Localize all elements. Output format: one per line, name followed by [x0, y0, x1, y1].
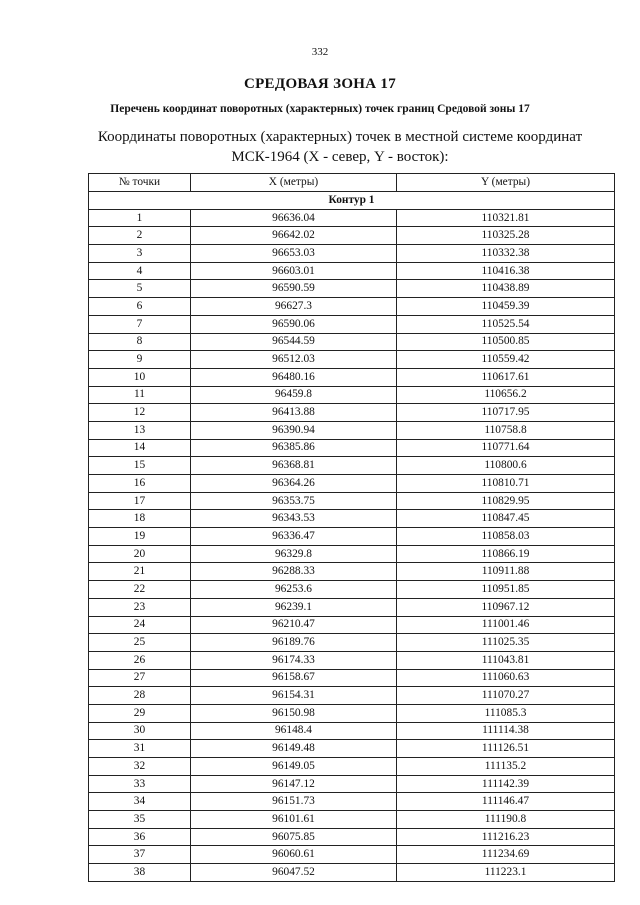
x-coordinate-cell: 96512.03	[191, 351, 397, 369]
table-row	[89, 457, 615, 475]
x-coordinate-cell: 96210.47	[191, 616, 397, 634]
table-row	[89, 598, 615, 616]
x-coordinate-cell: 96158.67	[191, 669, 397, 687]
x-coordinate-cell: 96148.4	[191, 722, 397, 740]
table-row	[89, 245, 615, 263]
point-number-cell: 29	[89, 704, 191, 722]
header-point-number: № точки	[89, 174, 191, 192]
table-row	[89, 528, 615, 546]
point-number-cell: 15	[89, 457, 191, 475]
x-coordinate-cell: 96368.81	[191, 457, 397, 475]
table-row	[89, 298, 615, 316]
y-coordinate-cell: 111190.8	[397, 811, 615, 829]
point-number-cell: 22	[89, 581, 191, 599]
point-number-cell: 18	[89, 510, 191, 528]
x-coordinate-cell: 96413.88	[191, 404, 397, 422]
table-row	[89, 634, 615, 652]
y-coordinate-cell: 111085.3	[397, 704, 615, 722]
y-coordinate-cell: 111223.1	[397, 864, 615, 882]
x-coordinate-cell: 96642.02	[191, 227, 397, 245]
y-coordinate-cell: 110656.2	[397, 386, 615, 404]
x-coordinate-cell: 96590.06	[191, 315, 397, 333]
x-coordinate-cell: 96336.47	[191, 528, 397, 546]
coordinate-caption-line2: МСК-1964 (X - север, Y - восток):	[231, 149, 449, 165]
x-coordinate-cell: 96147.12	[191, 775, 397, 793]
x-coordinate-cell: 96151.73	[191, 793, 397, 811]
table-row	[89, 864, 615, 882]
point-number-cell: 19	[89, 528, 191, 546]
table-row	[89, 209, 615, 227]
table-row	[89, 510, 615, 528]
y-coordinate-cell: 111060.63	[397, 669, 615, 687]
y-coordinate-cell: 110617.61	[397, 368, 615, 386]
zone-title: СРЕДОВАЯ ЗОНА 17	[243, 76, 397, 92]
point-number-cell: 35	[89, 811, 191, 829]
table-row	[89, 811, 615, 829]
point-number-cell: 38	[89, 864, 191, 882]
x-coordinate-cell: 96149.05	[191, 758, 397, 776]
point-number-cell: 9	[89, 351, 191, 369]
point-number-cell: 23	[89, 598, 191, 616]
x-coordinate-cell: 96544.59	[191, 333, 397, 351]
y-coordinate-cell: 110559.42	[397, 351, 615, 369]
point-number-cell: 20	[89, 545, 191, 563]
y-coordinate-cell: 111070.27	[397, 687, 615, 705]
y-coordinate-cell: 110438.89	[397, 280, 615, 298]
page-number: 332	[311, 46, 329, 58]
x-coordinate-cell: 96101.61	[191, 811, 397, 829]
y-coordinate-cell: 110332.38	[397, 245, 615, 263]
y-coordinate-cell: 111135.2	[397, 758, 615, 776]
y-coordinate-cell: 110771.64	[397, 439, 615, 457]
point-number-cell: 10	[89, 368, 191, 386]
y-coordinate-cell: 111025.35	[397, 634, 615, 652]
table-row	[89, 775, 615, 793]
x-coordinate-cell: 96150.98	[191, 704, 397, 722]
table-row	[89, 846, 615, 864]
y-coordinate-cell: 110500.85	[397, 333, 615, 351]
table-row	[89, 262, 615, 280]
contour-row	[89, 192, 615, 210]
point-number-cell: 36	[89, 828, 191, 846]
table-row	[89, 704, 615, 722]
x-coordinate-cell: 96627.3	[191, 298, 397, 316]
header-y-meters: Y (метры)	[397, 174, 615, 192]
point-number-cell: 16	[89, 475, 191, 493]
x-coordinate-cell: 96636.04	[191, 209, 397, 227]
x-coordinate-cell: 96075.85	[191, 828, 397, 846]
table-row	[89, 404, 615, 422]
y-coordinate-cell: 110525.54	[397, 315, 615, 333]
x-coordinate-cell: 96343.53	[191, 510, 397, 528]
table-row	[89, 492, 615, 510]
point-number-cell: 4	[89, 262, 191, 280]
table-row	[89, 439, 615, 457]
y-coordinate-cell: 111114.38	[397, 722, 615, 740]
point-number-cell: 8	[89, 333, 191, 351]
table-row	[89, 828, 615, 846]
point-number-cell: 6	[89, 298, 191, 316]
y-coordinate-cell: 110416.38	[397, 262, 615, 280]
y-coordinate-cell: 110325.28	[397, 227, 615, 245]
y-coordinate-cell: 110967.12	[397, 598, 615, 616]
x-coordinate-cell: 96288.33	[191, 563, 397, 581]
table-row	[89, 616, 615, 634]
x-coordinate-cell: 96239.1	[191, 598, 397, 616]
point-number-cell: 14	[89, 439, 191, 457]
coordinates-table	[88, 173, 615, 882]
table-row	[89, 315, 615, 333]
x-coordinate-cell: 96459.8	[191, 386, 397, 404]
table-row	[89, 758, 615, 776]
point-number-cell: 17	[89, 492, 191, 510]
y-coordinate-cell: 110459.39	[397, 298, 615, 316]
table-row	[89, 368, 615, 386]
point-number-cell: 37	[89, 846, 191, 864]
x-coordinate-cell: 96603.01	[191, 262, 397, 280]
y-coordinate-cell: 110911.88	[397, 563, 615, 581]
point-number-cell: 26	[89, 651, 191, 669]
y-coordinate-cell: 111216.23	[397, 828, 615, 846]
table-row	[89, 545, 615, 563]
x-coordinate-cell: 96154.31	[191, 687, 397, 705]
table-row	[89, 581, 615, 599]
point-number-cell: 34	[89, 793, 191, 811]
point-number-cell: 21	[89, 563, 191, 581]
x-coordinate-cell: 96353.75	[191, 492, 397, 510]
x-coordinate-cell: 96174.33	[191, 651, 397, 669]
y-coordinate-cell: 111234.69	[397, 846, 615, 864]
y-coordinate-cell: 111146.47	[397, 793, 615, 811]
point-number-cell: 25	[89, 634, 191, 652]
table-row	[89, 421, 615, 439]
point-number-cell: 3	[89, 245, 191, 263]
table-row	[89, 386, 615, 404]
y-coordinate-cell: 111126.51	[397, 740, 615, 758]
point-number-cell: 27	[89, 669, 191, 687]
y-coordinate-cell: 110810.71	[397, 475, 615, 493]
header-x-meters: X (метры)	[191, 174, 397, 192]
point-number-cell: 7	[89, 315, 191, 333]
table-row	[89, 687, 615, 705]
table-row	[89, 475, 615, 493]
table-row	[89, 669, 615, 687]
table-row	[89, 280, 615, 298]
y-coordinate-cell: 111142.39	[397, 775, 615, 793]
x-coordinate-cell: 96364.26	[191, 475, 397, 493]
y-coordinate-cell: 110858.03	[397, 528, 615, 546]
point-number-cell: 31	[89, 740, 191, 758]
x-coordinate-cell: 96653.03	[191, 245, 397, 263]
x-coordinate-cell: 96060.61	[191, 846, 397, 864]
point-number-cell: 13	[89, 421, 191, 439]
x-coordinate-cell: 96385.86	[191, 439, 397, 457]
x-coordinate-cell: 96329.8	[191, 545, 397, 563]
point-number-cell: 12	[89, 404, 191, 422]
x-coordinate-cell: 96149.48	[191, 740, 397, 758]
coordinate-caption-line1: Координаты поворотных (характерных) точек в местной системе координат	[97, 129, 583, 145]
table-row	[89, 563, 615, 581]
y-coordinate-cell: 110800.6	[397, 457, 615, 475]
y-coordinate-cell: 110829.95	[397, 492, 615, 510]
point-number-cell: 5	[89, 280, 191, 298]
point-number-cell: 32	[89, 758, 191, 776]
y-coordinate-cell: 110951.85	[397, 581, 615, 599]
point-number-cell: 1	[89, 209, 191, 227]
table-row	[89, 740, 615, 758]
table-row	[89, 351, 615, 369]
x-coordinate-cell: 96047.52	[191, 864, 397, 882]
point-number-cell: 33	[89, 775, 191, 793]
contour-label: Контур 1	[89, 192, 615, 210]
y-coordinate-cell: 111001.46	[397, 616, 615, 634]
table-row	[89, 333, 615, 351]
point-number-cell: 30	[89, 722, 191, 740]
point-number-cell: 11	[89, 386, 191, 404]
y-coordinate-cell: 111043.81	[397, 651, 615, 669]
x-coordinate-cell: 96590.59	[191, 280, 397, 298]
point-number-cell: 28	[89, 687, 191, 705]
table-row	[89, 227, 615, 245]
y-coordinate-cell: 110758.8	[397, 421, 615, 439]
x-coordinate-cell: 96390.94	[191, 421, 397, 439]
y-coordinate-cell: 110866.19	[397, 545, 615, 563]
table-row	[89, 793, 615, 811]
y-coordinate-cell: 110847.45	[397, 510, 615, 528]
x-coordinate-cell: 96189.76	[191, 634, 397, 652]
point-number-cell: 2	[89, 227, 191, 245]
list-heading: Перечень координат поворотных (характерных) точек границ Средовой зоны 17	[110, 103, 530, 115]
y-coordinate-cell: 110717.95	[397, 404, 615, 422]
table-header-row	[89, 174, 615, 192]
y-coordinate-cell: 110321.81	[397, 209, 615, 227]
table-row	[89, 651, 615, 669]
x-coordinate-cell: 96480.16	[191, 368, 397, 386]
point-number-cell: 24	[89, 616, 191, 634]
table-row	[89, 722, 615, 740]
coordinate-system-caption	[40, 127, 640, 167]
x-coordinate-cell: 96253.6	[191, 581, 397, 599]
